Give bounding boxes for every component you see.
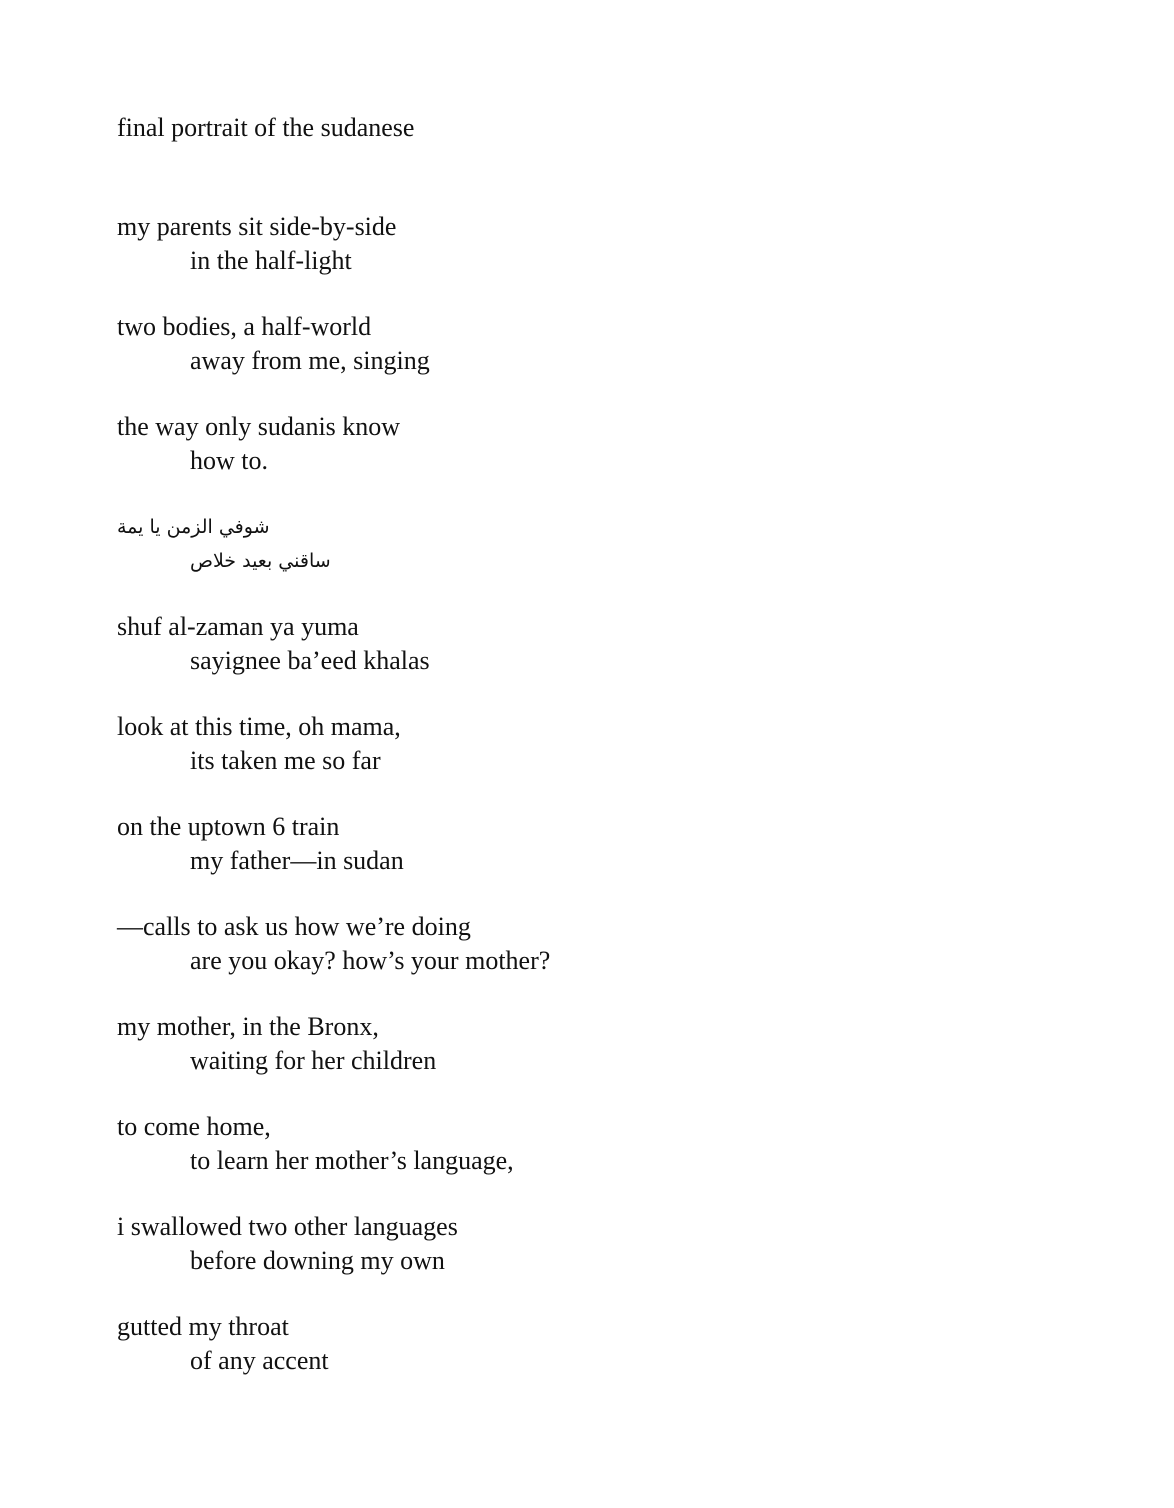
stanza-line: on the uptown 6 train bbox=[117, 812, 340, 841]
stanza-indented-line: of any accent bbox=[190, 1346, 329, 1375]
stanza-indented-line: are you okay? how’s your mother? bbox=[190, 946, 551, 975]
poem-title: final portrait of the sudanese bbox=[117, 113, 415, 142]
stanza-line: gutted my throat bbox=[117, 1312, 289, 1341]
stanza bbox=[117, 610, 1017, 678]
stanza bbox=[117, 1010, 1017, 1078]
stanza-line: look at this time, oh mama, bbox=[117, 712, 401, 741]
stanza-line: two bodies, a half-world bbox=[117, 312, 372, 341]
stanza-line: my mother, in the Bronx, bbox=[117, 1012, 379, 1041]
stanza-indented-line: how to. bbox=[190, 446, 268, 475]
stanza-indented-line: its taken me so far bbox=[190, 746, 381, 775]
stanza-indented-line: in the half-light bbox=[190, 246, 352, 275]
stanza-line: i swallowed two other languages bbox=[117, 1212, 458, 1241]
stanza-line: —calls to ask us how we’re doing bbox=[117, 912, 471, 941]
stanza bbox=[117, 910, 1017, 978]
stanza-indented-line: away from me, singing bbox=[190, 346, 430, 375]
stanza bbox=[117, 810, 1017, 878]
stanza-indented-line: waiting for her children bbox=[190, 1046, 437, 1075]
stanza bbox=[117, 310, 1017, 378]
arabic-line: شوفي الزمن يا يمة bbox=[117, 516, 270, 538]
stanza-line: my parents sit side-by-side bbox=[117, 212, 397, 241]
arabic-stanza bbox=[117, 510, 1017, 578]
stanza-line: shuf al-zaman ya yuma bbox=[117, 612, 359, 641]
stanza-indented-line: to learn her mother’s language, bbox=[190, 1146, 514, 1175]
arabic-line-text: ساقني بعيد خلاص bbox=[190, 550, 331, 572]
stanza bbox=[117, 710, 1017, 778]
stanza-line: to come home, bbox=[117, 1112, 271, 1141]
stanza-indented-line: before downing my own bbox=[190, 1246, 445, 1275]
stanza bbox=[117, 410, 1017, 478]
stanza bbox=[117, 210, 1017, 278]
arabic-indented-line bbox=[117, 544, 1017, 578]
stanza-line: the way only sudanis know bbox=[117, 412, 401, 441]
stanza-indented-line: my father—in sudan bbox=[190, 846, 404, 875]
stanza bbox=[117, 1210, 1017, 1278]
stanza bbox=[117, 1110, 1017, 1178]
stanza bbox=[117, 1310, 1017, 1378]
stanza-indented-line: sayignee ba’eed khalas bbox=[190, 646, 430, 675]
